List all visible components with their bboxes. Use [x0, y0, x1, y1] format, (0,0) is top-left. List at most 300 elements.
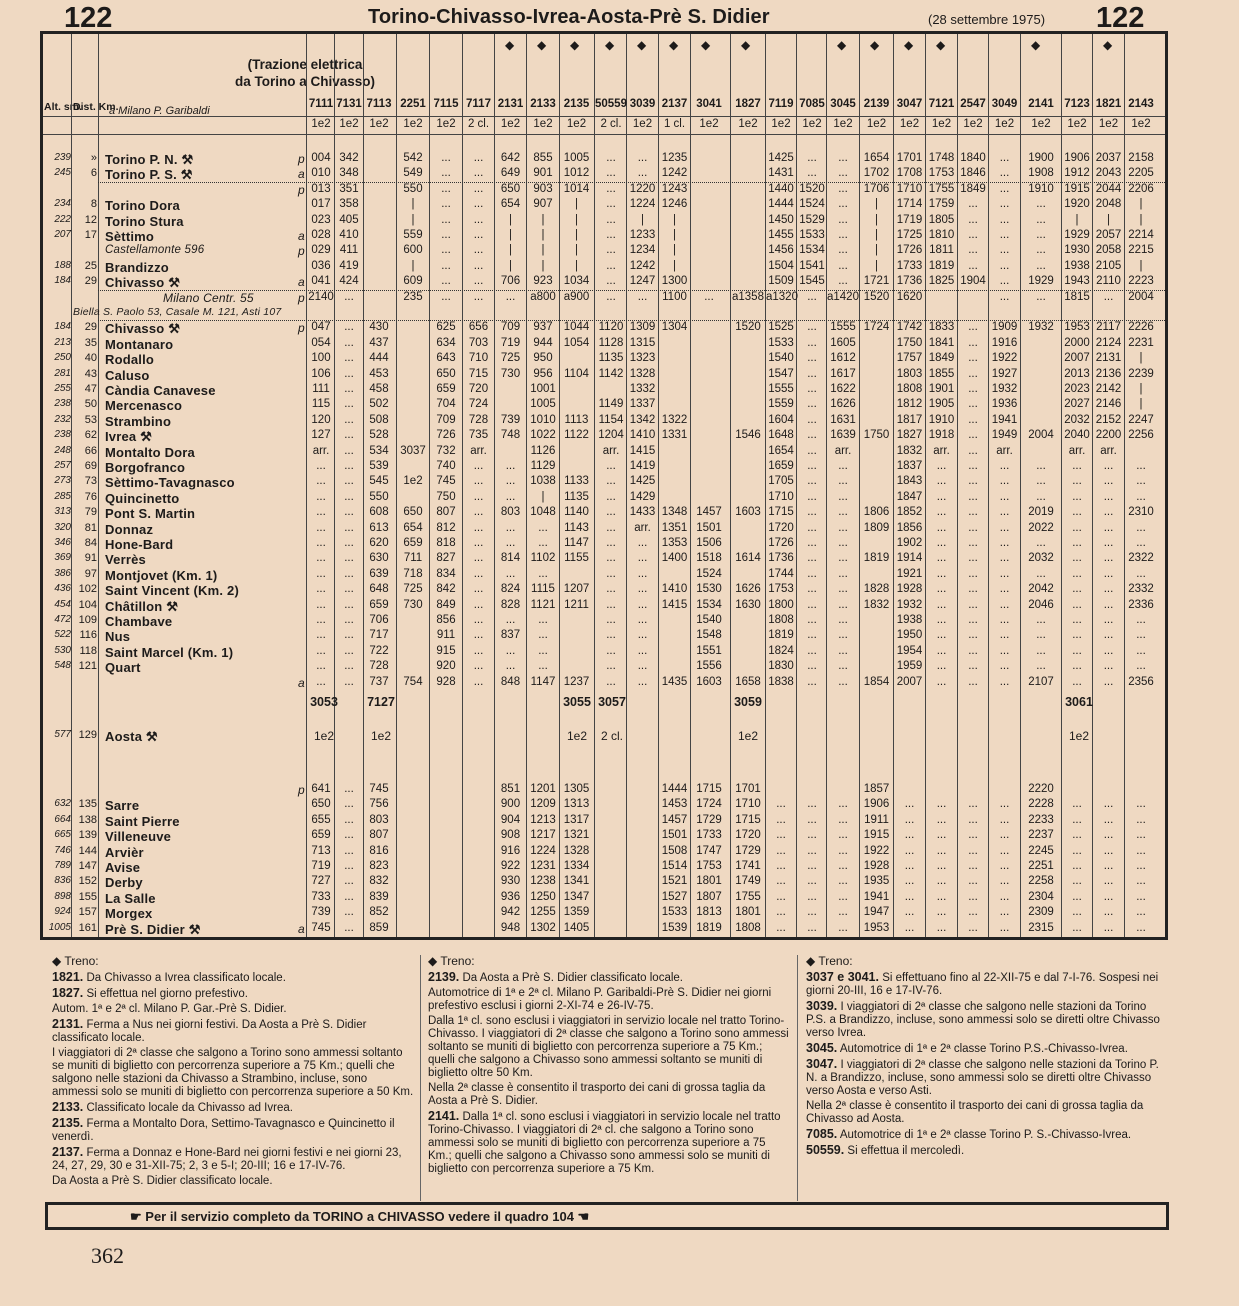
train-number: 7115: [433, 98, 459, 110]
time-cell: ...: [936, 860, 947, 872]
time-cell: ...: [637, 675, 648, 688]
time-cell: 1501: [696, 521, 722, 534]
time-cell: ...: [968, 229, 978, 241]
station-altitude: 898: [54, 890, 71, 902]
time-cell: 911: [436, 629, 456, 642]
time-cell: ...: [968, 213, 978, 226]
time-cell: ...: [637, 583, 648, 596]
time-cell: ...: [1136, 475, 1146, 488]
time-cell: ...: [505, 614, 516, 626]
train-number: 50559: [595, 98, 627, 110]
time-cell: ...: [968, 537, 978, 549]
time-cell: 823: [369, 860, 389, 872]
train-class: 2 cl.: [467, 118, 490, 130]
time-cell: ...: [1036, 213, 1046, 226]
time-cell: ...: [838, 844, 848, 857]
time-cell: 1022: [530, 429, 556, 442]
time-cell: 711: [403, 552, 423, 565]
station-altitude: 238: [54, 398, 71, 410]
time-cell: 642: [500, 152, 521, 164]
time-cell: 756: [369, 798, 389, 811]
time-cell: ...: [606, 229, 616, 241]
time-cell: 1620: [896, 290, 923, 303]
time-cell: ...: [936, 583, 947, 596]
station-name: Chivasso ⚒: [105, 275, 181, 291]
time-cell: 115: [311, 398, 331, 411]
timetable-date: (28 settembre 1975): [928, 12, 1046, 27]
time-cell: 1819: [768, 629, 794, 642]
time-cell: 726: [436, 429, 456, 442]
time-cell: 1726: [768, 537, 794, 549]
station-distance: 129: [78, 729, 97, 741]
time-cell: 2223: [1128, 275, 1154, 288]
time-cell: ...: [807, 490, 817, 503]
time-cell: 656: [468, 321, 489, 334]
station-name: Montanaro: [105, 336, 174, 352]
time-cell: 1801: [735, 906, 761, 919]
time-cell: 1827: [896, 429, 923, 442]
station-name: Borgofranco: [105, 460, 186, 475]
time-cell: 1328: [563, 844, 590, 857]
time-cell: 2037: [1095, 152, 1122, 164]
train-class: 1e2: [1098, 118, 1119, 130]
time-cell: 1520: [799, 182, 825, 195]
time-cell: 235: [403, 290, 423, 303]
time-cell: ...: [344, 875, 354, 888]
time-cell: ...: [807, 552, 817, 565]
time-cell: 2027: [1064, 398, 1090, 411]
time-cell: 1313: [563, 798, 590, 811]
station-name: Derby: [105, 875, 143, 891]
time-cell: 728: [369, 660, 389, 673]
note-train-number: 3047.: [806, 1057, 838, 1071]
time-cell: ...: [473, 583, 484, 596]
time-cell: ...: [1136, 829, 1146, 842]
time-cell: 2058: [1095, 244, 1122, 257]
time-cell: ...: [999, 567, 1010, 580]
time-cell: ...: [904, 813, 915, 826]
time-cell: 1450: [768, 213, 794, 226]
time-cell: ...: [807, 444, 817, 457]
time-cell: 106: [311, 367, 331, 380]
time-cell: 1527: [661, 890, 688, 903]
time-cell: ...: [1103, 629, 1114, 642]
station-distance: 139: [78, 829, 97, 842]
time-cell: 956: [533, 367, 553, 380]
station-name: Avise: [105, 860, 141, 875]
time-cell: ...: [968, 567, 978, 580]
station-altitude: 222: [54, 213, 71, 225]
time-cell: 1950: [896, 629, 923, 642]
time-cell: ...: [505, 460, 516, 472]
notes-column-2: [428, 955, 790, 1178]
time-cell: 737: [369, 675, 389, 688]
time-cell: 1317: [563, 813, 590, 826]
train-number: 7121: [928, 98, 955, 110]
time-cell: 648: [369, 583, 389, 596]
station-name: Sèttimo: [105, 229, 155, 244]
time-cell: 1604: [768, 413, 794, 426]
time-cell: ...: [473, 598, 484, 611]
train-number: 1821: [1095, 98, 1122, 110]
milano-note: a Milano P. Garibaldi: [109, 105, 210, 117]
time-cell: ...: [999, 182, 1010, 195]
time-cell: 730: [403, 598, 423, 611]
time-cell: ...: [1072, 875, 1082, 888]
train-class: 2 cl.: [600, 118, 622, 130]
time-cell: 1453: [661, 798, 688, 811]
time-cell: ...: [1103, 614, 1114, 626]
time-cell: 1915: [863, 829, 890, 842]
time-cell: ...: [968, 552, 978, 565]
station-altitude: 632: [54, 798, 71, 810]
station-distance: 109: [78, 614, 97, 626]
aosta-train-class: 1e2: [737, 729, 759, 743]
time-cell: 719: [500, 336, 521, 349]
time-cell: ...: [807, 336, 817, 349]
time-cell: 528: [369, 429, 389, 442]
time-cell: 725: [403, 583, 423, 596]
train-number: 7131: [336, 98, 362, 110]
time-cell: 1819: [696, 921, 722, 934]
note-train-number: 2137.: [52, 1145, 84, 1159]
time-cell: 930: [500, 875, 521, 888]
time-cell: ...: [1103, 875, 1114, 888]
time-cell: 1504: [768, 259, 794, 272]
time-cell: 1936: [991, 398, 1018, 411]
col-divider: [98, 34, 99, 937]
time-cell: ...: [807, 460, 817, 472]
time-cell: 620: [369, 537, 389, 549]
time-cell: |: [875, 198, 878, 211]
arrival-departure-mark: a: [298, 275, 305, 290]
note-text: Si effettua nel giorno prefestivo.: [83, 988, 249, 1000]
aosta-train-class: 1e2: [1068, 729, 1090, 743]
station-name: Caluso: [105, 367, 150, 383]
time-cell: ...: [807, 583, 817, 596]
time-cell: ...: [807, 629, 817, 642]
train-class: 1e2: [369, 118, 389, 130]
time-cell: ...: [344, 906, 354, 919]
time-cell: ...: [344, 813, 354, 826]
time-cell: 1122: [564, 429, 589, 442]
time-cell: 1910: [928, 413, 955, 426]
time-cell: |: [875, 244, 878, 257]
time-cell: 650: [500, 182, 521, 195]
time-cell: 410: [339, 229, 359, 241]
time-cell: ...: [538, 629, 548, 642]
time-cell: 1217: [530, 829, 556, 842]
diamond-icon: ◆: [605, 38, 615, 52]
time-cell: ...: [1072, 598, 1082, 611]
time-cell: 1012: [563, 167, 590, 180]
time-cell: 1928: [863, 860, 890, 872]
time-cell: ...: [807, 152, 817, 164]
time-cell: ...: [344, 829, 354, 842]
time-cell: 732: [436, 444, 456, 457]
time-cell: |: [673, 259, 676, 272]
station-distance: 47: [84, 383, 97, 395]
time-cell: 851: [500, 783, 521, 795]
time-cell: ...: [807, 875, 817, 888]
station-name: Torino P. N. ⚒: [105, 152, 194, 167]
time-cell: ...: [968, 660, 978, 673]
train-class: 1 cl.: [663, 118, 686, 130]
time-cell: ...: [968, 521, 978, 534]
note-text: Da Aosta a Prè S. Didier classificato locale.: [52, 1175, 273, 1187]
time-cell: 2304: [1028, 890, 1054, 903]
time-cell: ...: [936, 660, 947, 673]
time-cell: 023: [311, 213, 331, 226]
time-cell: ...: [344, 521, 354, 534]
time-cell: 740: [436, 460, 456, 472]
time-cell: 1100: [662, 290, 687, 303]
time-cell: a1358: [732, 290, 764, 303]
time-cell: ...: [776, 875, 786, 888]
time-cell: ...: [316, 614, 326, 626]
time-cell: arr.: [470, 444, 487, 457]
time-cell: 717: [369, 629, 389, 642]
time-cell: ...: [807, 906, 817, 919]
station-name: Hone-Bard: [105, 537, 174, 552]
time-cell: ...: [1072, 906, 1082, 919]
station-name: Brandizzo: [105, 259, 169, 275]
time-cell: ...: [968, 644, 978, 657]
time-cell: 351: [339, 182, 359, 195]
time-cell: ...: [1036, 460, 1046, 472]
train-class: 1e2: [311, 118, 331, 130]
note-text: I viaggiatori di 2ª classe che salgono nelle stazioni da Torino P.S. a Brandizzo, incluse, sono ammessi solo se diretti oltre Chivasso verso Ivrea.: [806, 1001, 1160, 1039]
time-cell: ...: [344, 921, 354, 934]
traction-note-line-1: (Trazione elettrica: [247, 57, 363, 72]
time-cell: 1753: [768, 583, 794, 596]
station-altitude: 386: [54, 567, 71, 579]
time-cell: 1415: [661, 598, 688, 611]
time-cell: 1846: [960, 167, 986, 180]
station-name: Castellamonte 596: [105, 244, 205, 257]
time-cell: ...: [637, 614, 648, 626]
time-cell: 1509: [768, 275, 794, 288]
time-cell: 1847: [896, 490, 923, 503]
note-train-number: 2131.: [52, 1017, 84, 1031]
time-cell: 1546: [735, 429, 761, 442]
time-cell: 748: [500, 429, 521, 442]
time-cell: ...: [1036, 567, 1046, 580]
time-cell: ...: [999, 490, 1010, 503]
time-cell: ...: [473, 614, 484, 626]
station-name: La Salle: [105, 890, 156, 906]
time-cell: ...: [441, 275, 451, 288]
time-cell: ...: [1103, 537, 1114, 549]
time-cell: ...: [441, 244, 451, 257]
station-distance: 84: [84, 537, 97, 549]
time-cell: 1911: [864, 813, 889, 826]
time-cell: ...: [838, 275, 848, 288]
time-cell: 710: [468, 352, 489, 365]
time-cell: ...: [999, 275, 1010, 288]
station-distance: 91: [84, 552, 97, 565]
time-cell: ...: [838, 813, 848, 826]
time-cell: ...: [838, 521, 848, 534]
train-class: 1e2: [1031, 118, 1051, 130]
time-cell: 1921: [896, 567, 923, 580]
time-cell: 901: [533, 167, 553, 180]
time-cell: 2258: [1028, 875, 1054, 888]
train-number: 7119: [768, 98, 794, 110]
time-cell: 2315: [1028, 921, 1054, 934]
time-cell: ...: [1103, 490, 1114, 503]
time-cell: |: [541, 229, 545, 241]
aosta-train-number: 3055: [563, 695, 591, 709]
time-cell: ...: [999, 629, 1010, 642]
time-cell: 054: [311, 336, 331, 349]
time-cell: ...: [1103, 890, 1114, 903]
note-paragraph: [806, 1000, 1168, 1040]
train-class: 1e2: [500, 118, 521, 130]
time-cell: 659: [436, 383, 456, 395]
time-cell: 2310: [1128, 506, 1154, 519]
time-cell: ...: [473, 644, 484, 657]
station-name: Strambino: [105, 413, 172, 429]
station-distance: 66: [84, 444, 97, 457]
time-cell: |: [541, 259, 545, 272]
time-cell: 1941: [863, 890, 890, 903]
time-cell: 1431: [768, 167, 794, 180]
time-cell: ...: [936, 875, 947, 888]
time-cell: 1425: [768, 152, 794, 164]
time-cell: ...: [838, 229, 848, 241]
time-cell: 839: [369, 890, 389, 903]
note-text: Dalla 1ª cl. sono esclusi i viaggiatori in servizio locale nel tratto Torino-Chivasso. I viaggiatori di 2ª classe che salgono a Torino sono ammessi soltanto se muniti di biglietto con percorrenza superiore a 75 Km.; quelli che salgono a Chivasso sono ammessi soltanto se muniti di biglietto oltre 50 Km.: [428, 1015, 789, 1079]
time-cell: ...: [344, 367, 354, 380]
time-cell: 1518: [696, 552, 722, 565]
time-cell: ...: [606, 290, 616, 303]
time-cell: 1741: [735, 860, 761, 872]
time-cell: 1104: [564, 367, 589, 380]
time-cell: ...: [999, 860, 1010, 872]
time-cell: 1102: [530, 552, 556, 565]
time-cell: ...: [606, 567, 616, 580]
time-cell: 1719: [896, 213, 923, 226]
time-cell: ...: [1136, 660, 1146, 673]
time-cell: ...: [904, 875, 915, 888]
time-cell: ...: [1072, 490, 1082, 503]
station-name: Donnaz: [105, 521, 154, 537]
time-cell: 1540: [696, 614, 722, 626]
time-cell: ...: [838, 890, 848, 903]
time-cell: |: [575, 244, 578, 257]
time-cell: 1433: [629, 506, 656, 519]
time-cell: ...: [968, 413, 978, 426]
time-cell: 2000: [1064, 336, 1090, 349]
time-cell: 1742: [896, 321, 923, 334]
station-distance: 104: [78, 598, 97, 611]
time-cell: 837: [500, 629, 521, 642]
time-cell: 1900: [1028, 152, 1054, 164]
arrival-departure-mark: p: [298, 152, 305, 166]
time-cell: 950: [533, 352, 553, 365]
hand-left-icon: ☛: [130, 1209, 146, 1224]
time-cell: 1949: [991, 429, 1018, 442]
note-heading: ◆ Treno:: [428, 954, 475, 968]
time-cell: 2237: [1028, 829, 1054, 842]
time-cell: 1054: [563, 336, 590, 349]
time-cell: 1419: [629, 460, 656, 472]
time-cell: ...: [473, 660, 484, 673]
time-cell: 1626: [735, 583, 761, 596]
time-cell: 1555: [830, 321, 856, 334]
time-cell: ...: [1072, 460, 1082, 472]
time-cell: ...: [1136, 490, 1146, 503]
time-cell: |: [411, 213, 415, 226]
time-cell: 1819: [928, 259, 955, 272]
time-cell: 922: [500, 860, 521, 872]
note-train-number: 3039.: [806, 999, 838, 1013]
time-cell: ...: [999, 598, 1010, 611]
station-altitude: 313: [54, 506, 71, 518]
station-altitude: 472: [54, 614, 71, 625]
time-cell: a800: [530, 290, 556, 303]
station-altitude: 248: [54, 444, 71, 456]
train-class: 1e2: [403, 118, 423, 130]
time-cell: 1803: [896, 367, 923, 380]
time-cell: ...: [606, 583, 616, 596]
time-cell: ...: [1036, 644, 1046, 657]
time-cell: 1603: [696, 675, 722, 688]
time-cell: ...: [936, 598, 947, 611]
time-cell: ...: [936, 506, 947, 519]
time-cell: ...: [606, 167, 616, 180]
time-cell: ...: [838, 552, 848, 565]
time-cell: ...: [344, 383, 354, 395]
time-cell: 502: [369, 398, 389, 411]
time-cell: 842: [436, 583, 456, 596]
time-cell: ...: [968, 352, 978, 365]
time-cell: ...: [936, 475, 947, 488]
station-altitude: 522: [54, 629, 71, 641]
time-cell: ...: [999, 259, 1010, 272]
time-cell: 923: [533, 275, 553, 288]
page-number-right: 122: [1096, 2, 1145, 34]
time-cell: ...: [968, 921, 978, 934]
time-cell: |: [575, 213, 578, 226]
time-cell: ...: [936, 460, 947, 472]
time-cell: 1224: [629, 198, 656, 211]
time-cell: 1405: [563, 921, 590, 934]
time-cell: ...: [776, 829, 786, 842]
train-class: 1e2: [833, 118, 853, 130]
time-cell: ...: [1103, 475, 1114, 488]
train-class: 1e2: [931, 118, 952, 130]
time-cell: 1720: [768, 521, 794, 534]
note-train-number: 2133.: [52, 1100, 84, 1114]
train-number: 1827: [735, 98, 761, 110]
time-cell: 733: [311, 890, 331, 903]
time-cell: 2043: [1095, 167, 1122, 180]
time-cell: 2215: [1128, 244, 1154, 257]
station-name: Ivrea ⚒: [105, 429, 153, 445]
time-cell: ...: [606, 244, 616, 257]
time-cell: 2332: [1128, 583, 1154, 596]
time-cell: 1755: [928, 182, 955, 195]
time-cell: ...: [838, 244, 848, 257]
train-number: 2133: [530, 98, 556, 110]
page-header: [0, 2, 1239, 32]
time-cell: ...: [838, 506, 848, 519]
time-cell: 1832: [896, 444, 923, 457]
time-cell: ...: [968, 336, 978, 349]
time-cell: 1237: [563, 675, 590, 688]
